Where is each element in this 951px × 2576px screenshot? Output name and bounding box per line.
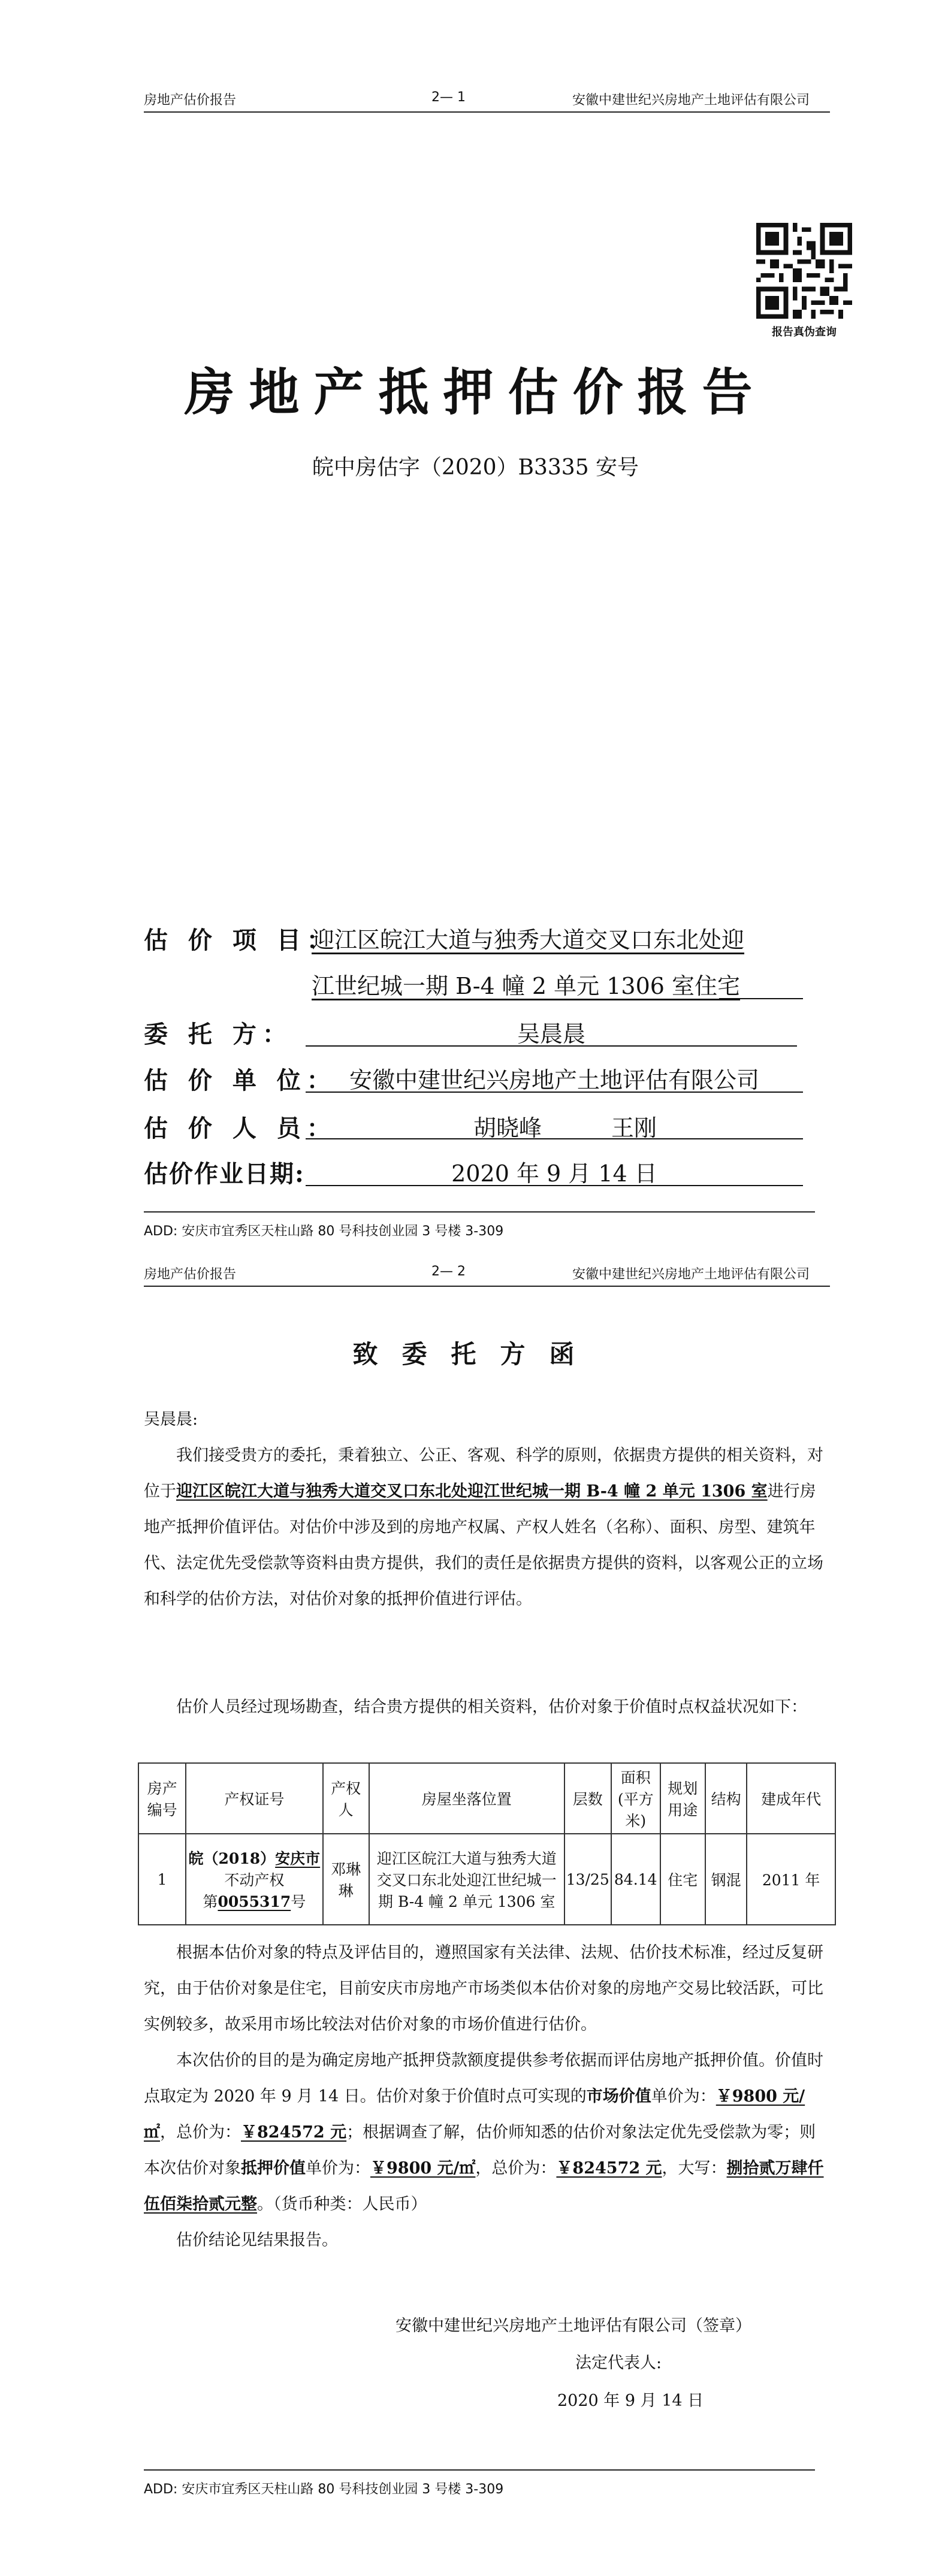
paragraph-1: 我们接受贵方的委托，秉着独立、公正、客观、科学的原则，依据贵方提供的相关资料，对位于迎江区皖江大道与独秀大道交叉口东北处迎江世纪城一期 B-4 幢 2 单元 1306 室进行房地产抵押价值评估。对估价中涉及到的房地产权属、产权人姓名（名称）、面积、房型、建筑年代、法定优先受偿款等资料由贵方提供，我们的责任是依据贵方提供的资料，以客观公正的立场和科学的估价方法，对估价对象的抵押价值进行评估。 [144,1446,823,1609]
mortgage-total-price: ￥824572 元 [556,2159,662,2178]
cell-year: 2011 年 [747,1834,835,1925]
cell-location: 迎江区皖江大道与独秀大道交叉口东北处迎江世纪城一期 B-4 幢 2 单元 1306 室 [369,1834,564,1925]
col-header: 面积(平方米) [611,1763,660,1834]
market-total-price: ￥824572 元 [241,2123,347,2142]
letter-title: 致委托方函 [352,1340,599,1369]
col-header: 产权证号 [186,1763,322,1834]
col-header: 房屋坐落位置 [369,1763,564,1834]
cell-use: 住宅 [660,1834,705,1925]
signature-representative: 法定代表人: [575,2354,662,2372]
appraiser-2: 王刚 [611,1115,657,1141]
appraiser-org-label: 估 价 单 位： [144,1066,337,1095]
header-rule [144,1286,830,1287]
qr-code-icon[interactable] [756,223,852,319]
col-header: 房产编号 [138,1763,186,1834]
footer-address: ADD: 安庆市宜秀区天柱山路 80 号科技创业园 3 号楼 3-309 [144,2482,504,2497]
col-header: 规划用途 [660,1763,705,1834]
qr-caption: 报告真伪查询 [772,326,837,338]
project-underline-tail [719,998,803,999]
signature-date: 2020 年 9 月 14 日 [557,2391,704,2410]
appraiser-1: 胡晓峰 [473,1115,542,1141]
header-left: 房地产估价报告 [144,93,237,108]
report-number: 皖中房估字（2020）B3335 安号 [312,455,639,480]
client-value: 吴晨晨 [517,1021,585,1047]
cell-no: 1 [138,1834,186,1925]
col-header: 建成年代 [747,1763,835,1834]
footer-address: ADD: 安庆市宜秀区天柱山路 80 号科技创业园 3 号楼 3-309 [144,1224,504,1239]
footer-rule [144,1211,815,1213]
cell-floors: 13/25 [564,1834,611,1925]
table-header-row [138,1763,835,1834]
salutation: 吴晨晨: [144,1410,198,1429]
market-unit-price: ￥9800 元/㎡ [144,2087,805,2142]
col-header: 结构 [705,1763,747,1834]
appraiser-org-value: 安徽中建世纪兴房地产土地评估有限公司 [349,1067,759,1093]
paragraph-2: 估价人员经过现场勘查，结合贵方提供的相关资料，估价对象于价值时点权益状况如下： [176,1698,807,1716]
cell-structure: 钢混 [705,1834,747,1925]
paragraph-5: 估价结论见结果报告。 [176,2231,338,2250]
property-table [138,1762,836,1925]
header-left: 房地产估价报告 [144,1267,237,1282]
project-value-line2: 江世纪城一期 B-4 幢 2 单元 1306 室住宅 [312,973,741,999]
project-value-line1: 迎江区皖江大道与独秀大道交叉口东北处迎 [312,927,745,953]
header-right: 安徽中建世纪兴房地产土地评估有限公司 [572,1267,810,1282]
paragraph-3: 根据本估价对象的特点及评估目的，遵照国家有关法律、法规、估价技术标准，经过反复研究，由于估价对象是住宅，目前安庆市房地产市场类似本估价对象的房地产交易比较活跃，可比实例较多，故采用市场比较法对估价对象的市场价值进行估价。 [144,1943,823,2034]
property-address: 迎江区皖江大道与独秀大道交叉口东北处迎江世纪城一期 B-4 幢 2 单元 1306 室 [176,1482,768,1501]
col-header: 层数 [564,1763,611,1834]
header-page-number: 2— 2 [431,1264,466,1279]
header-page-number: 2— 1 [431,90,466,105]
paragraph-4: 本次估价的目的是为确定房地产抵押贷款额度提供参考依据而评估房地产抵押价值。价值时点取定为 2020 年 9 月 14 日。估价对象于价值时点可实现的市场价值单价为：￥9800 元/㎡，总价为：￥824572 元；根据调查了解，估价师知悉的估价对象法定优先受偿款为零；则本次估价对象抵押价值单价为：￥9800 元/㎡，总价为：￥824572 元，大写：捌拾贰万肆仟伍佰柒拾贰元整。（货币种类：人民币） [144,2051,824,2214]
total-in-words: 捌拾贰万肆仟伍佰柒拾贰元整 [144,2159,824,2214]
footer-rule [144,2469,815,2471]
cell-cert: 皖（2018）安庆市 不动产权 第0055317号 [186,1834,322,1925]
project-label: 估 价 项 目： [144,926,337,954]
table-row [138,1834,835,1925]
signature-company: 安徽中建世纪兴房地产土地评估有限公司（签章） [396,2317,751,2335]
cell-area: 84.14 [611,1834,660,1925]
cell-owner: 邓琳琳 [323,1834,369,1925]
mortgage-unit-price: ￥9800 元/㎡ [370,2159,476,2178]
report-title: 房地产抵押估价报告 [184,362,767,422]
header-right: 安徽中建世纪兴房地产土地评估有限公司 [572,93,810,108]
header-rule [144,111,830,113]
work-date-value: 2020 年 9 月 14 日 [451,1160,657,1187]
appraisers-underline [306,1138,803,1139]
work-date-label: 估价作业日期: [144,1160,305,1188]
client-label: 委 托 方： [144,1020,292,1048]
col-header: 产权人 [323,1763,369,1834]
appraisers-label: 估 价 人 员： [144,1114,337,1142]
